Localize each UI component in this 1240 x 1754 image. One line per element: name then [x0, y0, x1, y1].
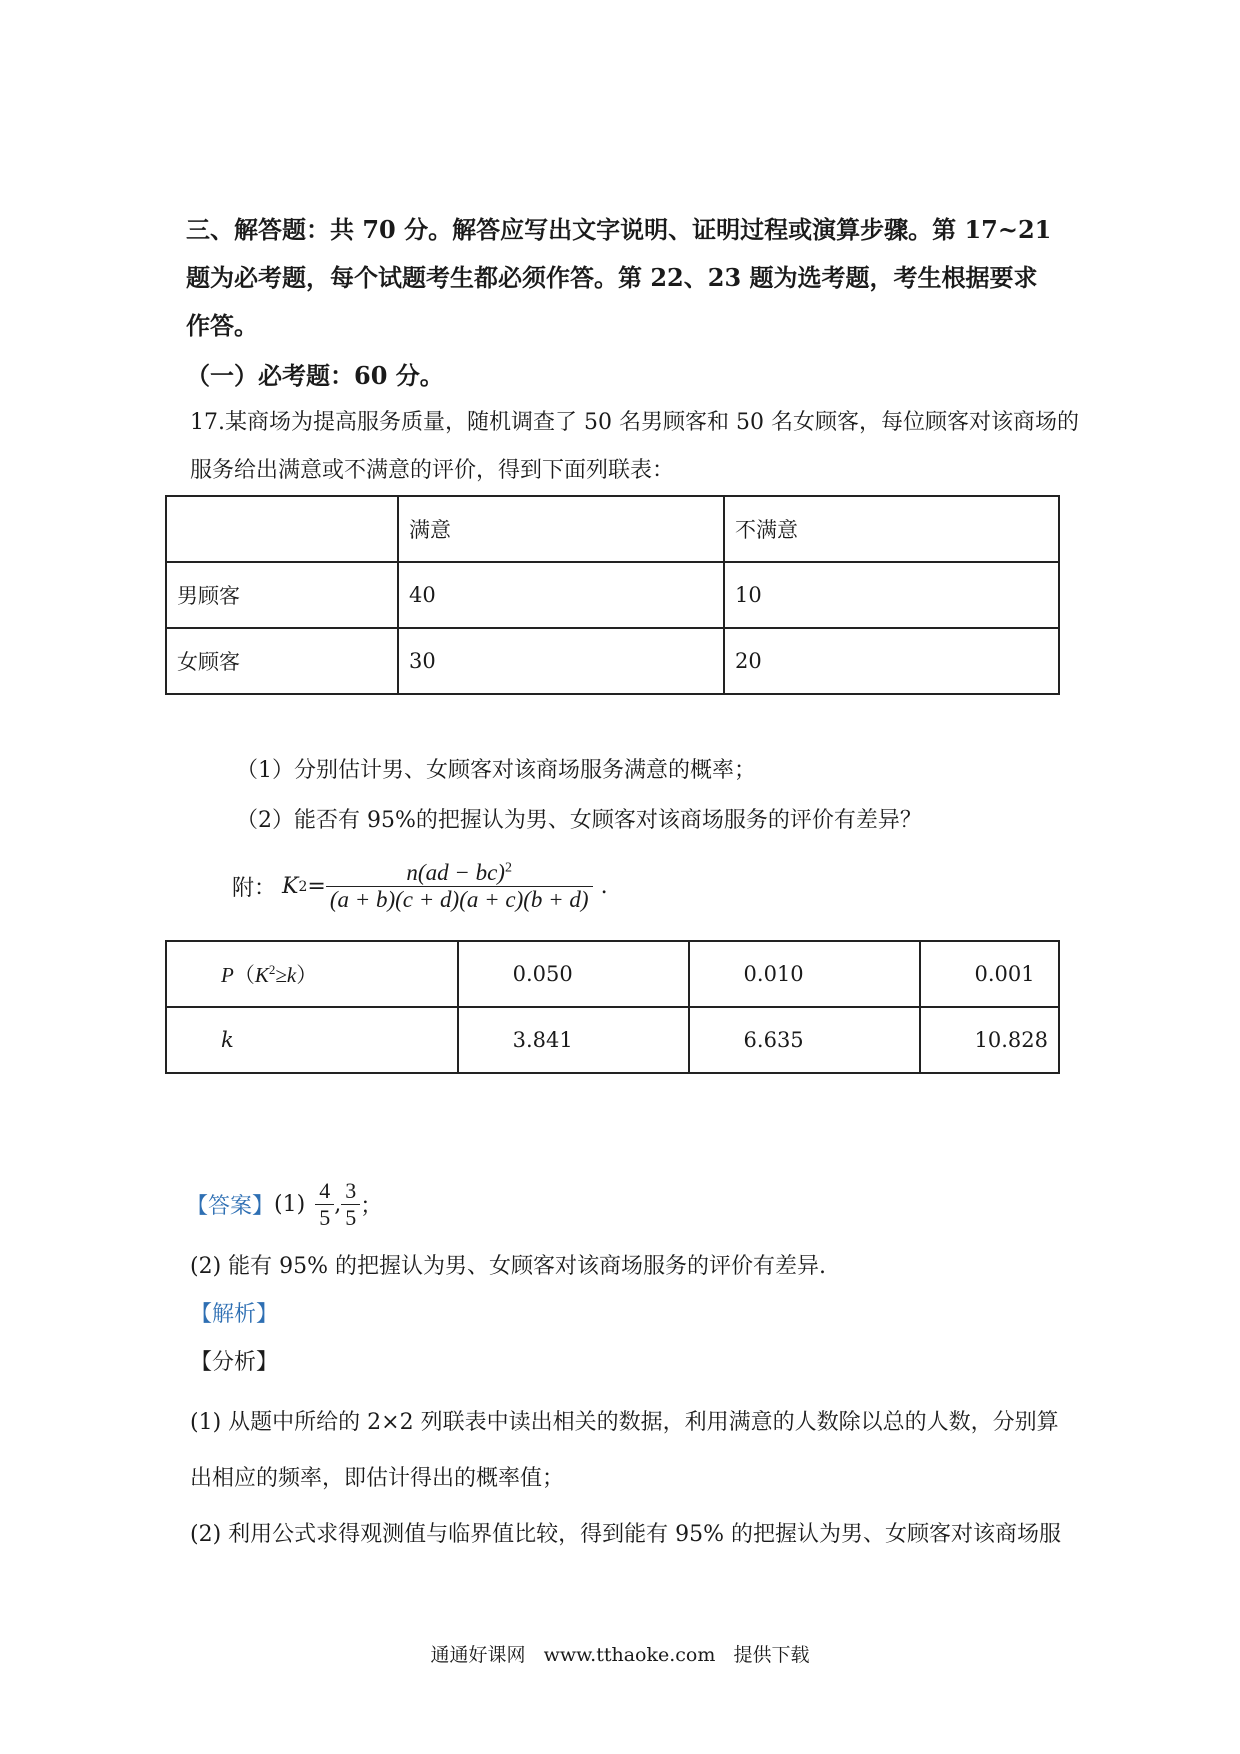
label-exp: 2	[268, 962, 276, 977]
formula-numerator-text: n(ad − bc)	[406, 860, 505, 885]
label-p: P	[221, 963, 234, 987]
fraction-denominator: 5	[319, 1205, 331, 1230]
table-cell: 20	[724, 628, 1059, 694]
section-heading-line2: 题为必考题，每个试题考生都必须作答。第 22、23 题为选考题，考生根据要求	[186, 263, 1038, 292]
table-row	[166, 628, 1059, 694]
section-heading-line3: 作答。	[186, 311, 258, 340]
label-k: K	[254, 963, 269, 987]
fraction-numerator: 4	[315, 1178, 334, 1205]
analysis-label: 【解析】	[190, 1302, 279, 1327]
table-cell: 6.635	[689, 1007, 920, 1073]
table-cell: 0.050	[458, 941, 689, 1007]
formula-numerator-exp: 2	[504, 860, 512, 876]
answer-part1-prefix: (1)	[274, 1192, 306, 1217]
problem-text-line2: 服务给出满意或不满意的评价，得到下面列联表：	[190, 458, 675, 483]
label-close: ）	[296, 963, 318, 987]
answer-line1	[186, 1178, 382, 1231]
table-row	[166, 496, 1059, 562]
answer-comma: ,	[334, 1192, 342, 1217]
table-cell-label: k	[166, 1007, 458, 1073]
table-row	[166, 941, 1059, 1007]
table-cell: 满意	[398, 496, 724, 562]
answer-fraction-2	[341, 1178, 360, 1231]
table-cell: 10.828	[920, 1007, 1059, 1073]
table-cell: 0.001	[920, 941, 1059, 1007]
critical-value-table	[165, 940, 1060, 1074]
table-cell: 40	[398, 562, 724, 628]
question-1: （1）分别估计男、女顾客对该商场服务满意的概率；	[236, 758, 756, 783]
label-rest: ≥k	[275, 963, 297, 987]
table-cell: 女顾客	[166, 628, 398, 694]
table-cell: 不满意	[724, 496, 1059, 562]
problem-text-line1: 17.某商场为提高服务质量，随机调查了 50 名男顾客和 50 名女顾客，每位顾客对该商场的	[190, 410, 1079, 435]
answer-part1-end: ；	[360, 1194, 383, 1219]
formula-lhs-exp: 2	[298, 878, 308, 895]
formula-eq: =	[307, 874, 326, 899]
formula-denominator: (a + b)(c + d)(a + c)(b + d)	[329, 887, 589, 912]
analysis-line1: (1) 从题中所给的 2×2 列联表中读出相关的数据，利用满意的人数除以总的人数，分别算	[190, 1410, 1059, 1435]
table-cell-label	[166, 941, 458, 1007]
analysis-line2: 出相应的频率，即估计得出的概率值；	[190, 1466, 565, 1491]
answer-label: 【答案】	[186, 1194, 275, 1219]
fraction-numerator: 3	[341, 1178, 360, 1205]
section-heading-line1: 三、解答题：共 70 分。解答应写出文字说明、证明过程或演算步骤。第 17~21	[186, 215, 1052, 244]
formula-end: .	[600, 874, 608, 899]
contingency-table	[165, 495, 1060, 695]
question-2: （2）能否有 95%的把握认为男、女顾客对该商场服务的评价有差异？	[236, 808, 922, 833]
table-cell: 3.841	[458, 1007, 689, 1073]
table-row	[166, 1007, 1059, 1073]
sub-heading: （一）必考题：60 分。	[186, 361, 444, 390]
answer-fraction-1	[315, 1178, 334, 1231]
fraction-denominator: 5	[345, 1205, 357, 1230]
table-cell: 10	[724, 562, 1059, 628]
table-cell: 0.010	[689, 941, 920, 1007]
table-cell: 30	[398, 628, 724, 694]
table-cell: 男顾客	[166, 562, 398, 628]
formula-prefix: 附：	[232, 876, 277, 901]
page-footer: 通通好课网 www.tthaoke.com 提供下载	[430, 1644, 810, 1666]
answer-part2: (2) 能有 95% 的把握认为男、女顾客对该商场服务的评价有差异.	[190, 1254, 827, 1279]
analysis-sub-label: 【分析】	[190, 1350, 279, 1375]
table-row	[166, 562, 1059, 628]
formula-lhs: K	[282, 874, 299, 899]
formula-fraction	[326, 860, 593, 913]
formula-numerator	[326, 860, 593, 887]
formula	[232, 860, 608, 913]
table-cell	[166, 496, 398, 562]
label-open: （	[233, 963, 255, 987]
analysis-line3: (2) 利用公式求得观测值与临界值比较，得到能有 95% 的把握认为男、女顾客对该商场服	[190, 1522, 1062, 1547]
